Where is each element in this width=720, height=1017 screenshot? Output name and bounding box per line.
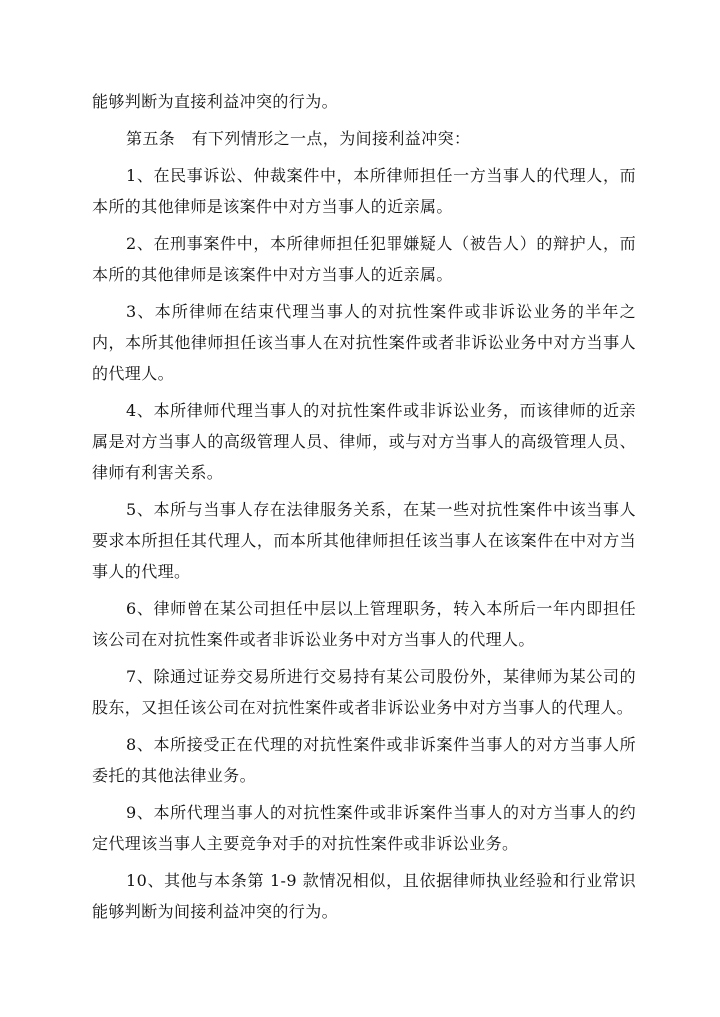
clause-5: 5、本所与当事人存在法律服务关系，在某一些对抗性案件中该当事人要求本所担任其代理人，而本所其他律师担任该当事人在该案件在中对方当事人的代理。 <box>92 500 636 581</box>
paragraph-continuation: 能够判断为直接利益冲突的行为。 <box>92 92 339 111</box>
clause-3: 3、本所律师在结束代理当事人的对抗性案件或非诉讼业务的半年之内，本所其他律师担任该当事人在对抗性案件或者非诉讼业务中对方当事人的代理人。 <box>92 302 636 383</box>
article-five-heading: 第五条 有下列情形之一点，为间接利益冲突： <box>126 129 471 148</box>
document-body <box>92 86 636 933</box>
clause-6: 6、律师曾在某公司担任中层以上管理职务，转入本所后一年内即担任该公司在对抗性案件或者非诉讼业务中对方当事人的代理人。 <box>92 599 636 649</box>
clause-7: 7、除通过证券交易所进行交易持有某公司股份外，某律师为某公司的股东，又担任该公司在对抗性案件或者非诉讼业务中对方当事人的代理人。 <box>92 667 636 717</box>
clause-1: 1、在民事诉讼、仲裁案件中，本所律师担任一方当事人的代理人，而本所的其他律师是该案件中对方当事人的近亲属。 <box>92 166 636 216</box>
clause-10: 10、其他与本条第 1-9 款情况相似，且依据律师执业经验和行业常识能够判断为间接利益冲突的行为。 <box>92 871 636 921</box>
clause-9: 9、本所代理当事人的对抗性案件或非诉案件当事人的对方当事人的约定代理该当事人主要竞争对手的对抗性案件或非诉讼业务。 <box>92 803 636 853</box>
clause-2: 2、在刑事案件中，本所律师担任犯罪嫌疑人（被告人）的辩护人，而本所的其他律师是该案件中对方当事人的近亲属。 <box>92 234 636 284</box>
clause-8: 8、本所接受正在代理的对抗性案件或非诉案件当事人的对方当事人所委托的其他法律业务。 <box>92 735 636 785</box>
clause-4: 4、本所律师代理当事人的对抗性案件或非诉讼业务，而该律师的近亲属是对方当事人的高级管理人员、律师，或与对方当事人的高级管理人员、律师有利害关系。 <box>92 401 636 482</box>
